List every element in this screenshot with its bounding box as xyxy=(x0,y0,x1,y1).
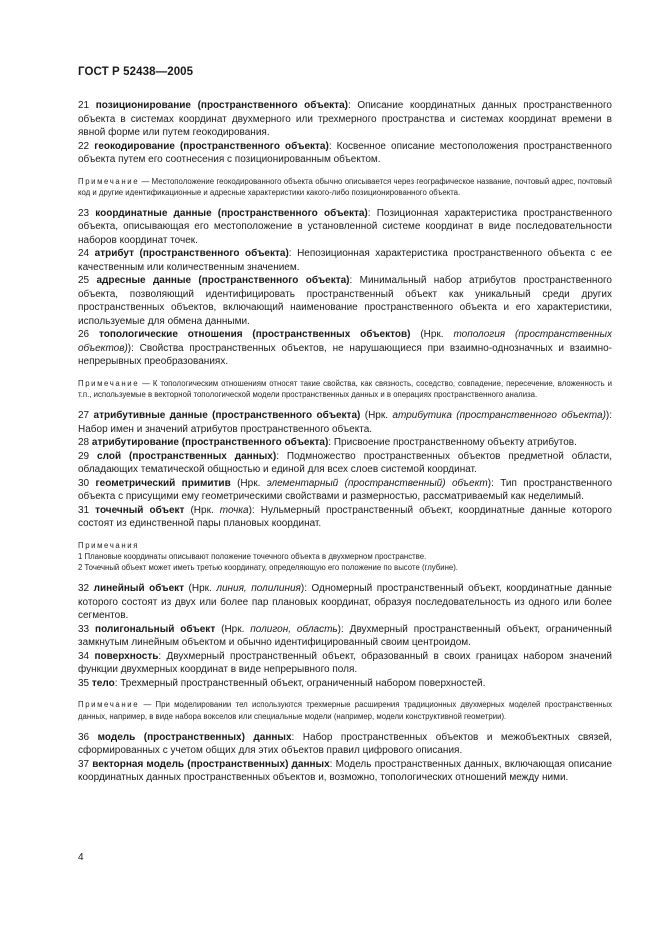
term-text: ): Свойства пространственных объектов, не нарушающиеся при взаимно-однозначных и взаимно-непрерывных преобразованиях. xyxy=(78,342,612,368)
document-page xyxy=(78,66,612,785)
term-definition xyxy=(78,328,612,369)
term-name: векторная модель (пространственных) данных xyxy=(92,758,330,770)
term-text: : Описание координатных данных пространственного объекта в системах координат двухмерного или трехмерного пространства и системах координат времени в явной форме или путем геокодирования. xyxy=(78,100,612,138)
term-text: ): Набор имен и значений атрибутов пространственного объекта. xyxy=(78,410,613,435)
term-text: (Нрк. xyxy=(184,583,217,595)
term-definition xyxy=(78,207,612,248)
term-definition xyxy=(78,140,612,167)
term-text: (Нрк. xyxy=(230,477,267,489)
term-definition xyxy=(78,99,612,140)
term-text: (Нрк. xyxy=(360,410,393,422)
term-text: 23 xyxy=(78,207,96,219)
term-name: атрибутирование (пространственного объекта) xyxy=(91,437,329,449)
term-name: атрибутивные данные (пространственного объекта) xyxy=(93,410,361,422)
term-synonym: атрибутика (пространственного объекта) xyxy=(392,410,606,422)
term-text: 21 xyxy=(78,100,96,111)
term-text: 30 xyxy=(78,477,96,489)
term-text: ): Нульмерный пространственный объект, координатные данные которого состоят из единственной пары плановых координат. xyxy=(78,504,612,530)
note-label: Примечание xyxy=(78,700,140,710)
note-text: — При моделировании тел используются трехмерные расширения традиционных двухмерных моделей пространственных данных, например, в виде набора вокселов или специальные модели (например, модели конструктивной геометрии). xyxy=(78,700,612,721)
document-header: ГОСТ Р 52438—2005 xyxy=(78,66,194,78)
term-text: 28 xyxy=(78,437,92,449)
note-line: 2 Точечный объект может иметь третью координату, определяющую его положение по высоте (глубине). xyxy=(78,563,458,573)
term-name: слой (пространственных данных) xyxy=(97,450,277,462)
term-definition xyxy=(78,247,612,274)
terms-content xyxy=(78,99,612,785)
note-label: Примечание xyxy=(78,176,140,186)
term-name: топологические отношения (пространственных объектов) xyxy=(98,329,411,341)
term-name: координатные данные (пространственного объекта) xyxy=(95,207,368,219)
term-text: (Нрк. xyxy=(215,623,251,635)
term-synonym: полигон, область xyxy=(250,623,338,635)
term-definition xyxy=(78,650,612,677)
term-text: 25 xyxy=(78,275,97,287)
term-synonym: топология (пространственных объектов) xyxy=(78,329,612,354)
term-definition xyxy=(78,582,612,623)
term-text: 24 xyxy=(78,248,95,260)
term-text: ): Одномерный пространственный объект, координатные данные которого состоят из двух или более пар плановых координат, образуя последовательность из одного или более сегментов. xyxy=(78,583,612,622)
page-number: 4 xyxy=(78,852,84,863)
term-text: : Позиционная характеристика пространственного объекта, описывающая его местоположение в установленной системе координат в виде последовательности наборов координат точек. xyxy=(78,207,613,246)
term-text: : Двухмерный пространственный объект, образованный в своих границах набором значений функции двухмерных координат в виде непрерывного поля. xyxy=(78,650,612,676)
note xyxy=(78,176,612,198)
term-text: : Присвоение пространственному объекту атрибутов. xyxy=(328,437,577,449)
term-text: : Модель пространственных данных, включающая описание координатных данных пространственных объектов и, возможно, топологических отношений между ними. xyxy=(78,758,613,784)
term-text: : Набор пространственных объектов и межобъектных связей, сформированных с учетом общих для этих объектов правил цифрового описания. xyxy=(78,731,612,757)
note-label: Примечание xyxy=(78,378,140,388)
term-text: (Нрк. xyxy=(184,504,220,516)
notes-block xyxy=(78,540,612,574)
term-text: 35 xyxy=(78,677,92,689)
term-definition xyxy=(78,450,612,477)
term-definition xyxy=(78,504,612,531)
term-name: точечный объект xyxy=(95,504,185,516)
term-name: тело xyxy=(91,677,115,689)
term-synonym: элементарный (пространственный) объект xyxy=(266,477,488,489)
term-definition xyxy=(78,623,612,650)
term-text: ): Тип пространственного объекта с присущими ему геометрическими свойствами и размерностью, рассматриваемый как неделимый. xyxy=(78,477,613,503)
term-text: : Косвенное описание местоположения пространственного объекта путем его соотнесения с позиционированным объектом. xyxy=(78,140,612,165)
term-text: 36 xyxy=(78,731,98,743)
term-name: полигональный объект xyxy=(95,623,216,635)
note-text: — К топологическим отношениям относят такие свойства, как связность, соседство, совпадение, пересечение, вложенность и т.п., используемые в векторной топологической модели пространственных данных и в операциях пространственного анализа. xyxy=(78,378,612,400)
term-text: ): Двухмерный пространственный объект, ограниченный замкнутым линейным объектом и обычно идентифицированный своим центроидом. xyxy=(78,623,613,649)
term-definition xyxy=(78,409,612,436)
term-definition xyxy=(78,731,612,758)
term-text: 34 xyxy=(78,650,95,662)
term-synonym: точка xyxy=(219,504,249,516)
term-name: геометрический примитив xyxy=(95,477,231,489)
term-text: 33 xyxy=(78,623,96,635)
term-text: 22 xyxy=(78,140,95,152)
term-text: 27 xyxy=(78,410,94,422)
note-text: — Местоположение геокодированного объекта обычно описывается через географическое название, почтовый адрес, почтовый код и другие идентификационные и адресные характеристики какого-либо позиционированного объекта. xyxy=(78,176,612,197)
term-synonym: линия, полилиния xyxy=(216,583,301,595)
note-line: 1 Плановые координаты описывают положение точечного объекта в двухмерном пространстве. xyxy=(78,552,427,562)
notes-label: Примечания xyxy=(78,540,140,550)
term-name: линейный объект xyxy=(93,583,185,595)
term-text: : Непозиционная характеристика пространственного объекта с ее качественным или количественным значением. xyxy=(78,248,613,273)
term-definition xyxy=(78,677,612,691)
term-text: 37 xyxy=(78,758,93,770)
note xyxy=(78,378,612,400)
term-text: : Минимальный набор атрибутов пространственного объекта, позволяющий идентифицировать пространственный объект как уникальный среди других пространственных объектов, включающий наименование пространственного объекта и его характеристики, используемые для обмена данными. xyxy=(78,275,612,327)
term-name: поверхность xyxy=(94,650,159,662)
term-name: геокодирование (пространственного объекта) xyxy=(94,140,329,152)
term-name: атрибут (пространственного объекта) xyxy=(94,248,289,260)
term-text: : Подмножество пространственных объектов предметной области, обладающих тематической общностью и единой для всех слоев системой координат. xyxy=(78,450,612,476)
term-text: : Трехмерный пространственный объект, ограниченный набором поверхностей. xyxy=(114,677,486,689)
note xyxy=(78,699,612,721)
term-name: позиционирование (пространственного объекта) xyxy=(95,100,348,111)
term-text: 32 xyxy=(78,583,94,595)
term-text: 31 xyxy=(78,504,96,516)
term-text: 26 xyxy=(78,329,99,341)
term-name: модель (пространственных) данных xyxy=(97,731,292,743)
term-definition xyxy=(78,436,612,450)
term-text: (Нрк. xyxy=(410,329,454,341)
term-definition xyxy=(78,758,612,785)
term-name: адресные данные (пространственного объекта) xyxy=(96,275,350,287)
term-definition xyxy=(78,274,612,328)
term-text: 29 xyxy=(78,450,98,462)
term-definition xyxy=(78,477,612,504)
